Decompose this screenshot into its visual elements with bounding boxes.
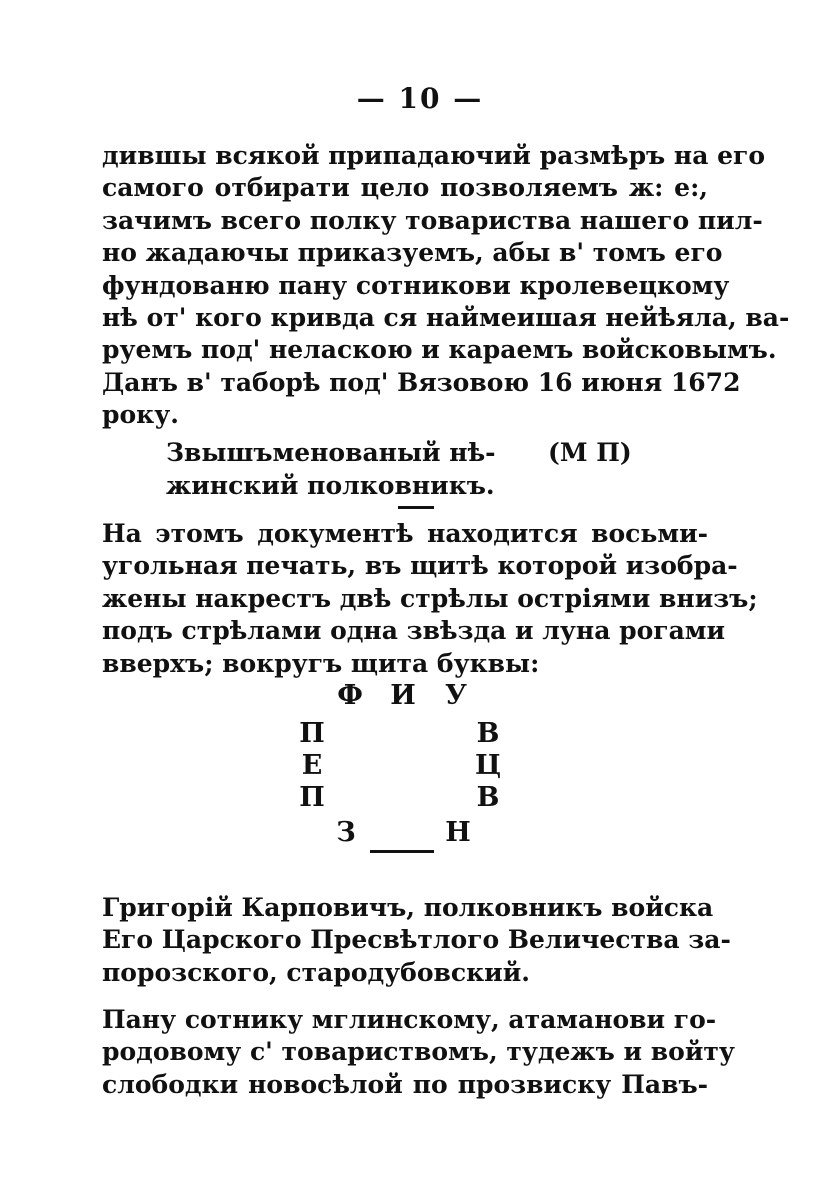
text-line: нѣ от' кого кривда ся наймеишая нейѣяла, ва- [102,303,790,333]
text-line: порозского, стародубовский. [102,957,530,987]
text-line: фундованю пану сотникови кролевецкому [102,270,730,300]
seal-letter: У [445,680,467,711]
paragraph-grigoriy [102,892,731,989]
paragraph-address [102,1004,735,1101]
text-line: жены накрестъ двѣ стрѣлы остріями внизъ; [102,583,758,613]
seal-letter: Ф [337,680,363,711]
text-line: зачимъ всего полку товариства нашего пил- [102,205,763,235]
text-line: року. [102,400,179,430]
paragraph-decree [102,140,790,432]
text-line: но жадаючы приказуемъ, абы в' томъ его [102,238,723,268]
seal-letter: И [390,680,416,711]
text-line: Его Царского Пресвѣтлого Величества за- [102,925,731,955]
seal-letter: В [476,782,500,813]
text-line: подъ стрѣлами одна звѣзда и луна рогами [102,616,726,646]
text-line: угольная печать, въ щитѣ которой изобра- [102,551,738,581]
text-line: На этомъ документѣ находится восьми- [102,519,708,548]
page-number: — 10 — [356,82,484,115]
seal-letter: Н [445,817,471,848]
seal-underline [370,850,434,853]
signature-block [166,436,496,502]
text-line: родовому с' товариствомъ, тудежъ и войту [102,1037,735,1067]
text-line: Григорій Карповичъ, полковникъ войска [102,893,714,922]
paragraph-seal-description [102,518,758,680]
seal-letter: В [476,718,500,749]
text-line: слободки новосѣлой по прозвиску Павъ- [102,1069,708,1099]
seal-mark: (М П) [548,438,632,467]
signature-line: Звышъменованый нѣ- [166,438,496,467]
signature-line: жинский полковникъ. [166,471,495,500]
seal-letter: П [299,782,325,813]
seal-letter: З [336,817,356,848]
text-line: Пану сотнику мглинскому, атаманови го- [102,1005,717,1034]
seal-letter: Ц [474,750,502,781]
seal-letter: П [299,718,325,749]
text-line: руемъ под' неласкою и караемъ войсковымъ. [102,335,777,365]
text-line: дившы всякой припадаючий размѣръ на его [102,141,766,170]
text-line: Данъ в' таборѣ под' Вязовою 16 июня 1672 [102,367,741,397]
separator-rule [398,506,434,509]
text-line: самого отбирати цело позволяемъ ж: е:, [102,173,708,203]
text-line: вверхъ; вокругъ щита буквы: [102,648,540,678]
seal-letter: Е [301,750,323,781]
